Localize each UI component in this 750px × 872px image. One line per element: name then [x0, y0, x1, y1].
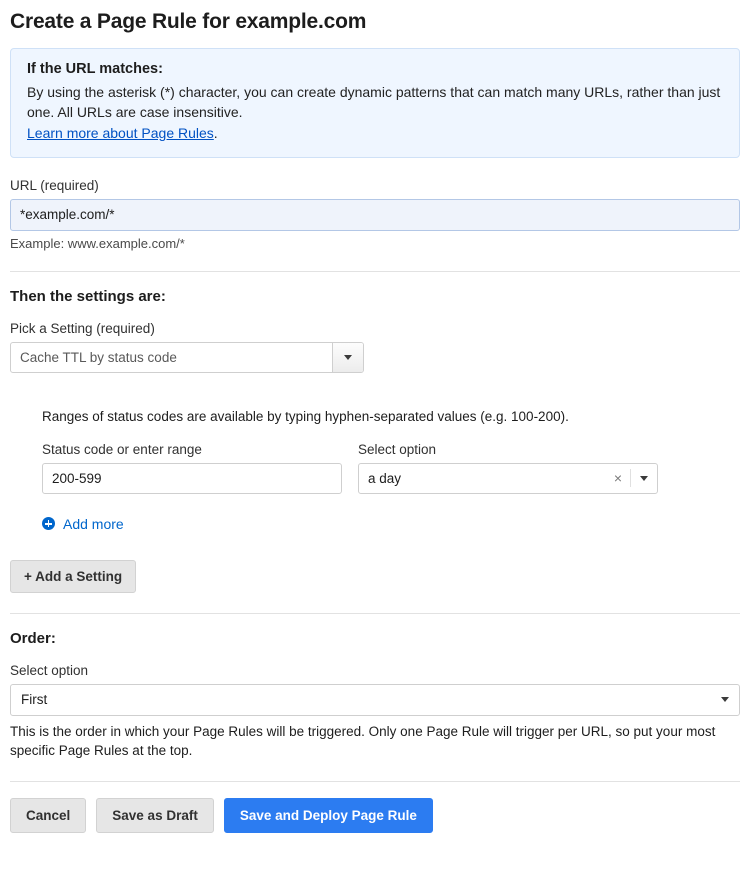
ttl-option-value: a day: [368, 470, 402, 486]
add-more-button[interactable]: [42, 516, 740, 532]
plus-circle-icon: [42, 517, 55, 530]
divider-settings: [10, 271, 740, 272]
page-title: Create a Page Rule for example.com: [10, 10, 367, 33]
url-input[interactable]: [10, 199, 740, 231]
pick-setting-value: Cache TTL by status code: [20, 349, 177, 365]
add-a-setting-button[interactable]: + Add a Setting: [10, 560, 136, 593]
url-match-callout: [10, 48, 740, 158]
order-select-value: First: [21, 692, 48, 708]
form-footer: [10, 798, 740, 833]
add-more-label: Add more: [63, 515, 124, 532]
divider-footer: [10, 781, 740, 782]
order-section-title: Order:: [10, 629, 56, 647]
save-and-deploy-button[interactable]: Save and Deploy Page Rule: [224, 798, 433, 833]
callout-text: By using the asterisk (*) character, you can create dynamic patterns that can match many URLs, rather than just one. All URLs are case insensitive.: [27, 84, 721, 121]
pick-setting-dropdown-button[interactable]: [332, 343, 363, 372]
callout-link-suffix: .: [213, 124, 218, 141]
url-field-hint: Example: www.example.com/*: [10, 235, 185, 251]
divider-order: [10, 613, 740, 614]
setting-detail-body: [42, 409, 740, 532]
learn-more-link[interactable]: Learn more about Page Rules: [27, 124, 214, 141]
status-code-label: Status code or enter range: [42, 441, 202, 457]
callout-body: [27, 82, 723, 143]
url-field-label: URL (required): [10, 177, 99, 193]
status-option-row: [42, 442, 740, 494]
chevron-down-icon: [721, 697, 729, 702]
pick-setting-label: Pick a Setting (required): [10, 320, 155, 336]
pick-setting-select[interactable]: [10, 342, 364, 373]
cancel-button[interactable]: Cancel: [10, 798, 86, 833]
page-rule-form: [0, 10, 750, 833]
order-select-label: Select option: [10, 662, 89, 678]
chevron-down-icon: [640, 476, 648, 481]
callout-title: If the URL matches:: [27, 61, 163, 77]
select-option-label: Select option: [358, 441, 437, 457]
order-select[interactable]: [10, 684, 740, 716]
chevron-down-icon: [344, 355, 352, 360]
pick-setting-select-wrap: [10, 342, 364, 373]
settings-section-title: Then the settings are:: [10, 287, 166, 305]
status-code-input[interactable]: [42, 463, 342, 494]
status-code-field: [42, 442, 342, 494]
order-hint: This is the order in which your Page Rules will be triggered. Only one Page Rule will trigger per URL, so put your most specific Page Rules at the top.: [10, 723, 716, 759]
save-as-draft-button[interactable]: Save as Draft: [96, 798, 214, 833]
ttl-option-dropdown-button[interactable]: [631, 476, 657, 481]
select-option-field: [358, 442, 658, 494]
ttl-option-combobox[interactable]: [358, 463, 658, 494]
status-range-note: Ranges of status codes are available by typing hyphen-separated values (e.g. 100-200).: [42, 408, 569, 424]
clear-icon[interactable]: ×: [613, 470, 622, 487]
